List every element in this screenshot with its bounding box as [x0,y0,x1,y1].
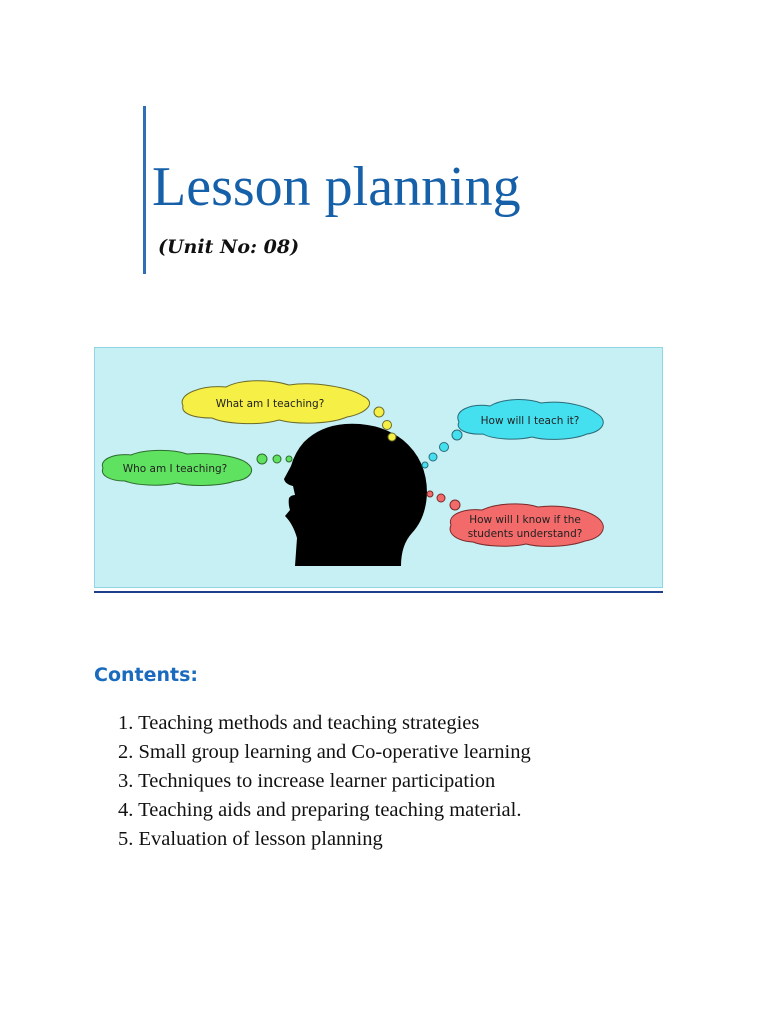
contents-item: 5. Evaluation of lesson planning [118,828,383,850]
unit-number: (Unit No: 08) [158,236,300,258]
contents-item: 3. Techniques to increase learner participation [118,770,496,792]
thought-how-teach-label: How will I teach it? [480,415,580,427]
contents-list [118,709,531,854]
contents-item: 1. Teaching methods and teaching strategies [118,712,480,734]
head-silhouette [284,424,427,566]
thought-what-label: What am I teaching? [215,398,325,410]
contents-heading: Contents: [94,664,199,686]
thought-how-know-label-line1: How will I know if the [469,514,581,526]
thought-bubble-how-know [450,504,603,547]
thought-how-know-label-line2: students understand? [467,528,583,540]
thinking-teacher-illustration [94,347,663,588]
contents-item: 4. Teaching aids and preparing teaching material. [118,799,522,821]
title-accent-bar [143,106,146,274]
thought-bubble-how-teach [458,400,603,440]
section-divider [94,591,663,593]
thought-bubble-who [102,450,251,485]
thought-who-label: Who am I teaching? [122,463,228,475]
contents-item: 2. Small group learning and Co-operative learning [118,741,531,763]
document-title: Lesson planning [152,156,521,218]
thought-bubble-what [182,381,369,424]
